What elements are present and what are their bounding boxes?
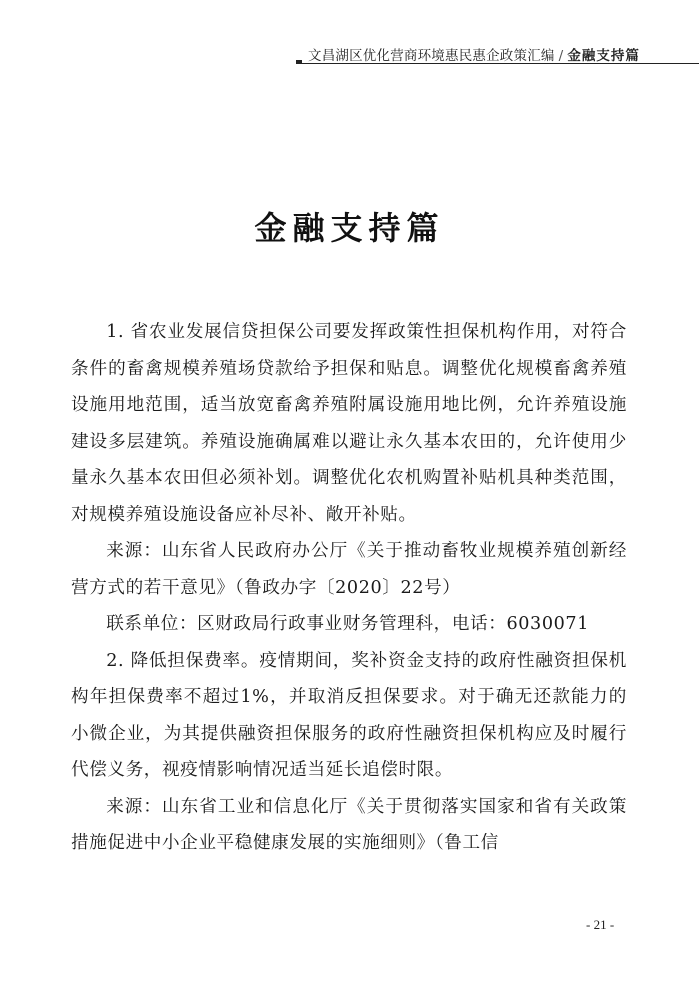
paragraph-source-1: 来源：山东省人民政府办公厅《关于推动畜牧业规模养殖创新经营方式的若干意见》（鲁政办字〔2020〕22号） <box>71 541 627 598</box>
paragraph-contact-1: 联系单位：区财政局行政事业财务管理科，电话：6030071 <box>106 614 590 634</box>
header-text <box>308 44 640 64</box>
header-separator: / <box>558 48 564 64</box>
header-book-title: 文昌湖区优化营商环境惠民惠企政策汇编 <box>308 48 555 64</box>
body-text <box>71 314 627 862</box>
running-header <box>0 0 699 70</box>
paragraph-source-2: 来源：山东省工业和信息化厅《关于贯彻落实国家和省有关政策措施促进中小企业平稳健康发展的实施细则》（鲁工信 <box>71 796 627 853</box>
paragraph-1: 1. 省农业发展信贷担保公司要发挥政策性担保机构作用，对符合条件的畜禽规模养殖场贷款给予担保和贴息。调整优化规模畜禽养殖设施用地范围，适当放宽畜禽养殖附属设施用地比例，允许养殖设施建设多层建筑。养殖设施确属难以避让永久基本农田的，允许使用少量永久基本农田但必须补划。调整优化农机购置补贴机具种类范围，对规模养殖设施设备应补尽补、敞开补贴。 <box>71 322 627 525</box>
page-number: - 21 - <box>586 917 615 932</box>
header-section: 金融支持篇 <box>567 48 640 64</box>
paragraph-2: 2. 降低担保费率。疫情期间，奖补资金支持的政府性融资担保机构年担保费率不超过1%，并取消反担保要求。对于确无还款能力的小微企业，为其提供融资担保服务的政府性融资担保机构应及时履行代偿义务，视疫情影响情况适当延长追偿时限。 <box>71 650 627 780</box>
page-title: 金融支持篇 <box>254 209 445 247</box>
